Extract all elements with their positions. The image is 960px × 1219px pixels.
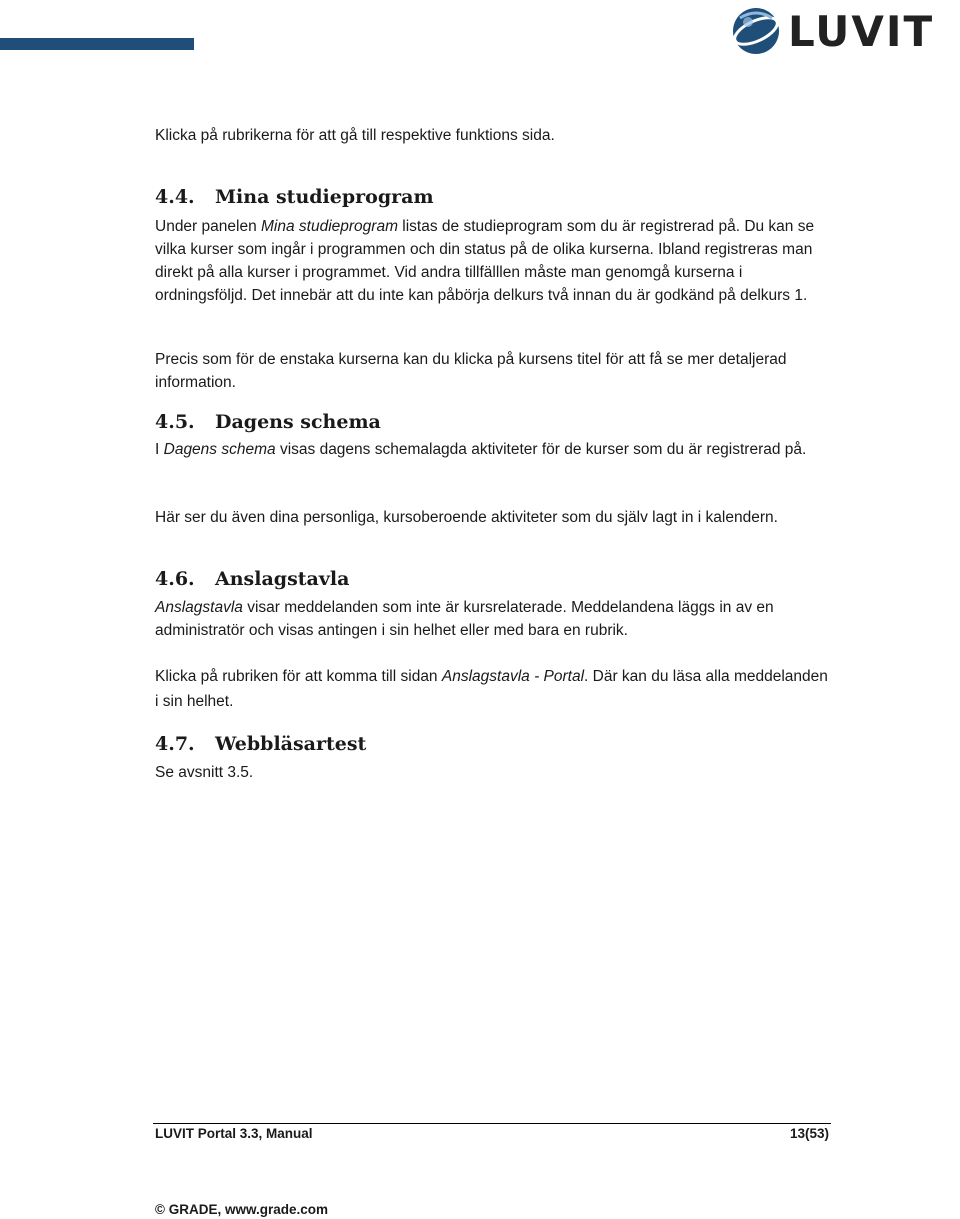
section-heading-4-5[interactable] <box>155 409 381 435</box>
section-number: 4.4. <box>155 186 195 208</box>
luvit-logo <box>730 4 958 60</box>
section-number: 4.5. <box>155 411 195 433</box>
section-title: Anslagstavla <box>215 568 350 590</box>
emphasis-text: Mina studieprogram <box>261 218 398 235</box>
text-run: Klicka på rubriken för att komma till sidan <box>155 668 442 685</box>
paragraph <box>155 596 835 642</box>
section-heading-4-6[interactable] <box>155 566 349 592</box>
header-accent-bar <box>0 38 194 50</box>
footer-page-number: 13(53) <box>789 1126 829 1141</box>
text-run: listas de studieprogram som du är registrerad på. Du kan se vilka kurser som ingår i programmen och din status på de olika kurserna. Ibland registreras man direkt på alla kurser i programmet. Vid andra tillfälllen måste man genomgå kurserna i ordningsföljd. Det innebär att du inte kan påbörja delkurs två innan du är godkänd på delkurs 1. <box>155 218 815 304</box>
globe-icon <box>730 4 782 56</box>
section-heading-4-4[interactable] <box>155 184 434 210</box>
text-run: Under panelen <box>155 218 261 235</box>
text-run: I <box>155 441 164 458</box>
text-run: . Där kan du läsa alla meddelanden i sin helhet. <box>155 668 828 710</box>
footer-copyright: © GRADE, www.grade.com <box>155 1202 328 1217</box>
emphasis-text: Dagens schema <box>163 441 276 458</box>
section-title: Mina studieprogram <box>215 186 434 208</box>
emphasis-text: Anslagstavla <box>155 599 243 616</box>
paragraph: Här ser du även dina personliga, kursoberoende aktiviteter som du själv lagt in i kalendern. <box>155 509 778 526</box>
intro-paragraph: Klicka på rubrikerna för att gå till respektive funktions sida. <box>155 127 555 144</box>
footer-divider <box>153 1123 831 1124</box>
section-title: Webbläsartest <box>215 733 367 755</box>
section-number: 4.6. <box>155 568 195 590</box>
text-run: visar meddelanden som inte är kursrelaterade. Meddelandena läggs in av en administratör och visas antingen i sin helhet eller med bara en rubrik. <box>155 599 774 639</box>
emphasis-text: Anslagstavla - Portal <box>441 668 585 685</box>
text-run: visas dagens schemalagda aktiviteter för de kurser som du är registrerad på. <box>275 441 807 458</box>
paragraph <box>155 215 835 307</box>
section-number: 4.7. <box>155 733 195 755</box>
section-heading-4-7[interactable] <box>155 731 366 757</box>
paragraph: Precis som för de enstaka kurserna kan du klicka på kursens titel för att få se mer detaljerad information. <box>155 351 787 391</box>
section-title: Dagens schema <box>215 411 381 433</box>
footer-document-title: LUVIT Portal 3.3, Manual <box>155 1126 313 1141</box>
paragraph: Se avsnitt 3.5. <box>155 764 254 781</box>
logo-text: LUVIT <box>788 7 935 56</box>
paragraph <box>155 438 835 461</box>
paragraph <box>155 664 835 714</box>
